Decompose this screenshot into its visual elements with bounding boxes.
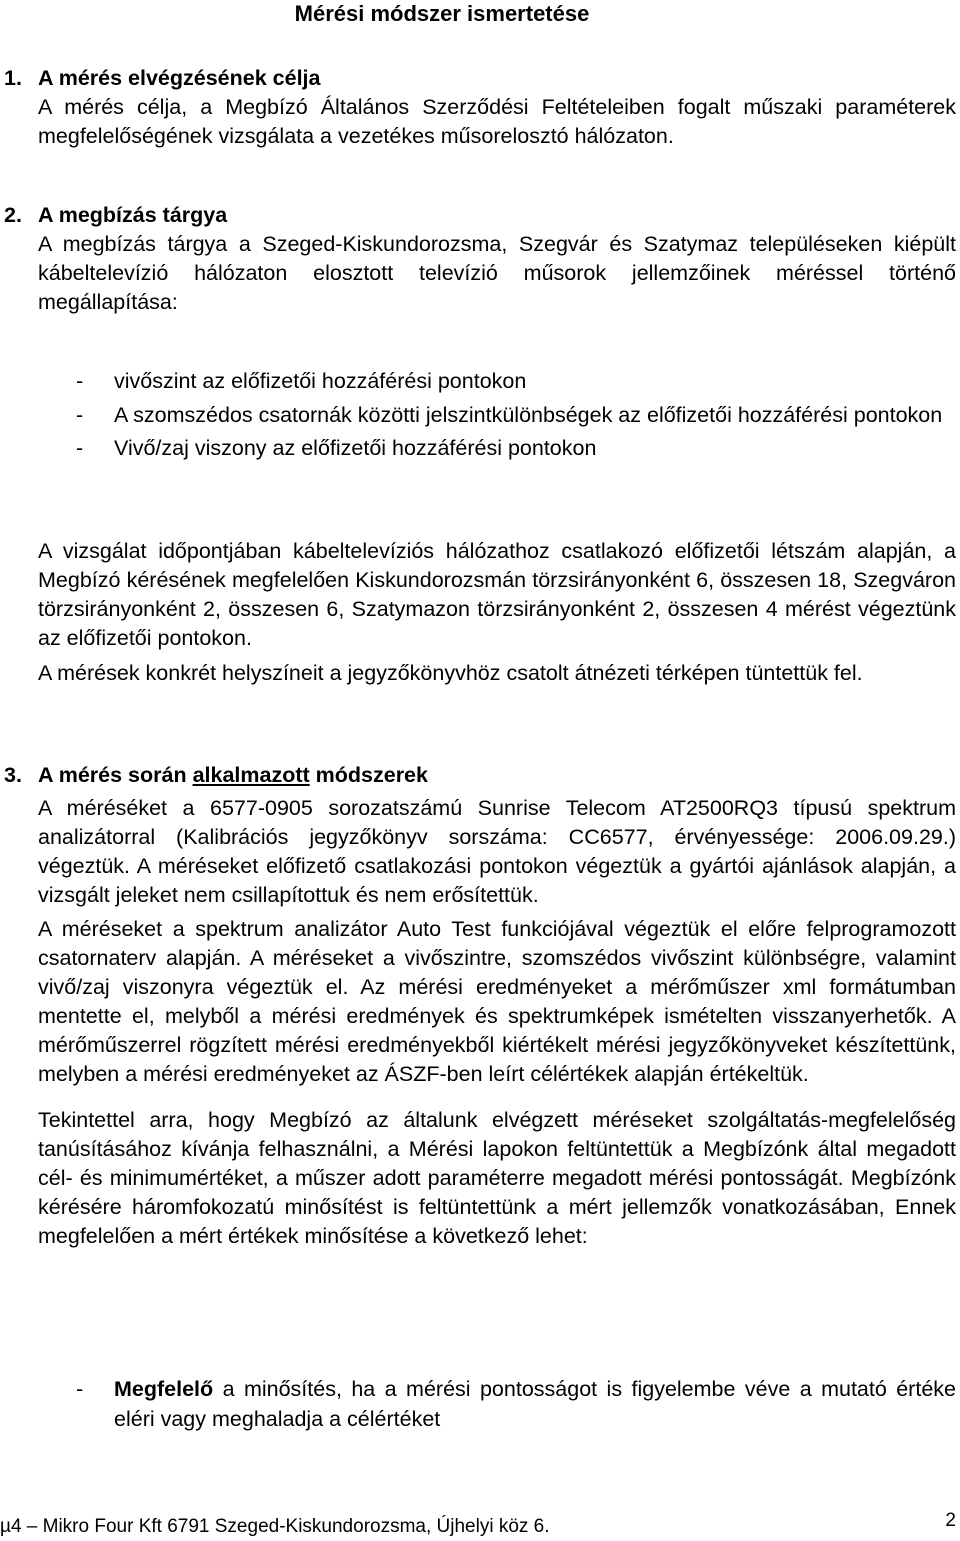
section-3-heading-part-2: módszerek xyxy=(309,763,428,787)
section-2-para-1 xyxy=(38,537,956,688)
section-1-number: 1. xyxy=(4,66,22,90)
section-3-number: 3. xyxy=(4,763,22,787)
footer-text: µ4 – Mikro Four Kft 6791 Szeged-Kiskundorozsma, Újhelyi köz 6. xyxy=(0,1516,550,1537)
bullet-text: Vivő/zaj viszony az előfizetői hozzáférési pontokon xyxy=(114,436,597,460)
section-2-heading xyxy=(4,201,956,230)
section-1 xyxy=(4,64,956,151)
section-1-text: A mérés célja, a Megbízó Általános Szerződési Feltételeiben fogalt műszaki paraméterek megfelelőségének vizsgálata a vezetékes műsorelosztó hálózaton. xyxy=(38,95,956,148)
section-2-bullet-list xyxy=(76,367,956,464)
list-item: - Megfelelő a minősítés, ha a mérési pontosságot is figyelembe véve a mutató értéke eléri vagy meghaladja a célértéket xyxy=(76,1377,956,1431)
section-2-paragraph-1: A vizsgálat időpontjában kábeltelevíziós hálózathoz csatlakozó előfizetői létszám alapján, a Megbízó kérésének megfelelően Kiskundorozsmán törzsirányonként 6, összesen 18, Szegváron törzsirányonként 2, összesen 6, Szatymazon törzsirányonként 2, összesen 4 mérést végeztünk az előfizetői pontokon. xyxy=(38,539,956,650)
list-item: - A szomszédos csatornák közötti jelszintkülönbségek az előfizetői hozzáférési pontokon xyxy=(76,402,943,427)
section-3-paragraph-2: A méréseket a spektrum analizátor Auto Test funkciójával végeztük el előre felprogramozott csatornaterv alapján. A méréseket a vivőszintre, szomszédos vivőszint különbségre, valamint vivő/zaj viszonyra végeztük el. Az mérési eredményeket a mérőműszer xml formátumban mentette el, melyből a mérési eredmények és spektrumképek ismételten visszanyerhetők. A mérőműszerrel rögzített mérési eredményekből kiértékelt mérési jegyzőkönyveket készítettünk, melyben a mérési eredményeket az ÁSZF-ben leírt célértékek alapján értékeltük. xyxy=(38,917,956,1086)
section-1-heading-text: A mérés elvégzésének célja xyxy=(38,66,321,90)
section-1-heading xyxy=(4,64,956,93)
section-2-paragraph-2: A mérések konkrét helyszíneit a jegyzőkönyvhöz csatolt átnézeti térképen tüntettük fel. xyxy=(38,661,863,685)
bullet-text: a minősítés, ha a mérési pontosságot is figyelembe véve a mutató értéke eléri vagy meghaladja a célértéket xyxy=(114,1377,956,1431)
page-title: Mérési módszer ismertetése xyxy=(294,1,590,26)
bullet-bold-term: Megfelelő xyxy=(114,1377,214,1401)
section-3-bullet-list xyxy=(76,1375,956,1434)
section-2 xyxy=(4,201,956,317)
list-item: - Vivő/zaj viszony az előfizetői hozzáférési pontokon xyxy=(76,436,597,460)
section-3 xyxy=(4,761,956,1251)
section-3-heading xyxy=(4,761,956,790)
section-3-heading-underlined: alkalmazott xyxy=(192,763,310,787)
section-2-heading-text: A megbízás tárgya xyxy=(38,203,228,227)
section-3-paragraph-3: Tekintettel arra, hogy Megbízó az általunk elvégzett méréseket szolgáltatás-megfelelőség tanúsításához kívánja felhasználni, a Mérési lapokon feltüntettük a Megbízónk által megadott cél- és minimumértéket, a műszer adott paraméterre megadott mérési pontosságát. Megbízónk kérésére háromfokozatú minősítést is feltüntettünk a mért jellemzők vonatkozásában, Ennek megfelelően a mért értékek minősítése a következő lehet: xyxy=(38,1108,956,1248)
section-2-text: A megbízás tárgya a Szeged-Kiskundorozsma, Szegvár és Szatymaz településeken kiépült kábeltelevízió hálózaton elosztott televízió műsorok jellemzőinek méréssel történő megállapítása: xyxy=(38,232,956,314)
section-3-heading-part-1: A mérés során xyxy=(38,763,193,787)
page-number: 2 xyxy=(945,1510,956,1531)
bullet-text: vivőszint az előfizetői hozzáférési pontokon xyxy=(114,369,527,393)
section-3-paragraph-1: A méréséket a 6577-0905 sorozatszámú Sunrise Telecom AT2500RQ3 típusú spektrum analizátorral (Kalibrációs jegyzőkönyv sorszáma: CC6577, érvényessége: 2006.09.29.) végeztük. A méréseket előfizető csatlakozási pontokon végeztük a gyártói ajánlások alapján, a vizsgált jeleket nem csillapítottuk és nem erősítettük. xyxy=(38,796,956,907)
bullet-text: A szomszédos csatornák közötti jelszintkülönbségek az előfizetői hozzáférési pontokon xyxy=(114,402,943,427)
section-2-number: 2. xyxy=(4,203,22,227)
list-item: - vivőszint az előfizetői hozzáférési pontokon xyxy=(76,369,527,393)
